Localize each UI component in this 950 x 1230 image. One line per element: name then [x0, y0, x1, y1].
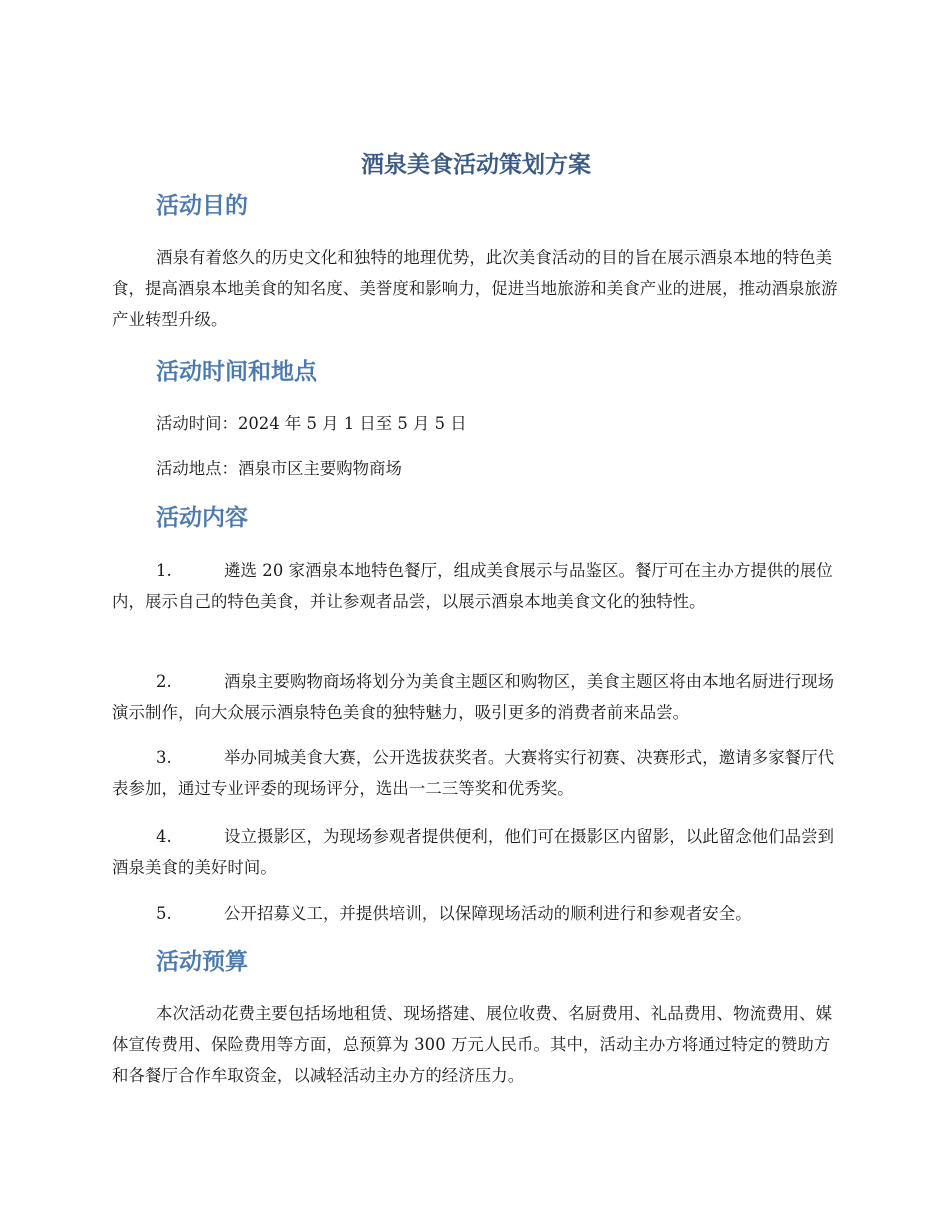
- list-item: [112, 742, 840, 804]
- budget-paragraph: 本次活动花费主要包括场地租赁、现场搭建、展位收费、名厨费用、礼品费用、物流费用、媒体宣传费用、保险费用等方面，总预算为 300 万元人民币。其中，活动主办方将通过特定的赞助方和各餐厅合作牟取资金，以减轻活动主办方的经济压力。: [112, 1004, 833, 1085]
- list-item: [112, 898, 840, 929]
- list-item-number: 3.: [156, 748, 172, 767]
- list-item: [112, 555, 840, 617]
- list-item-number: 5.: [156, 904, 172, 923]
- section-heading-time-place: 活动时间和地点: [156, 359, 317, 385]
- list-item-text: 举办同城美食大赛，公开选拔获奖者。大赛将实行初赛、决赛形式，邀请多家餐厅代表参加，通过专业评委的现场评分，选出一二三等奖和优秀奖。: [112, 748, 835, 798]
- list-item-number: 2.: [156, 672, 172, 691]
- list-item-number: 4.: [156, 827, 172, 846]
- section-heading-purpose: 活动目的: [156, 193, 248, 219]
- list-item-text: 设立摄影区，为现场参观者提供便利，他们可在摄影区内留影，以此留念他们品尝到酒泉美食的美好时间。: [112, 827, 835, 877]
- document-title: 酒泉美食活动策划方案: [361, 152, 591, 178]
- section-heading-content: 活动内容: [156, 505, 248, 531]
- activity-time: 活动时间：2024 年 5 月 1 日至 5 月 5 日: [156, 414, 467, 433]
- list-item-text: 公开招募义工，并提供培训，以保障现场活动的顺利进行和参观者安全。: [224, 904, 752, 923]
- list-item-text: 遴选 20 家酒泉本地特色餐厅，组成美食展示与品鉴区。餐厅可在主办方提供的展位内，展示自己的特色美食，并让参观者品尝，以展示酒泉本地美食文化的独特性。: [112, 561, 833, 611]
- section-heading-budget: 活动预算: [156, 949, 248, 975]
- activity-place: 活动地点：酒泉市区主要购物商场: [156, 459, 402, 478]
- list-item-text: 酒泉主要购物商场将划分为美食主题区和购物区，美食主题区将由本地名厨进行现场演示制作，向大众展示酒泉特色美食的独特魅力，吸引更多的消费者前来品尝。: [112, 672, 835, 722]
- list-item: [112, 666, 840, 728]
- list-item: [112, 821, 840, 883]
- purpose-paragraph: 酒泉有着悠久的历史文化和独特的地理优势，此次美食活动的目的旨在展示酒泉本地的特色美食，提高酒泉本地美食的知名度、美誉度和影响力，促进当地旅游和美食产业的进展，推动酒泉旅游产业转型升级。: [112, 248, 838, 329]
- list-item-number: 1.: [156, 561, 172, 580]
